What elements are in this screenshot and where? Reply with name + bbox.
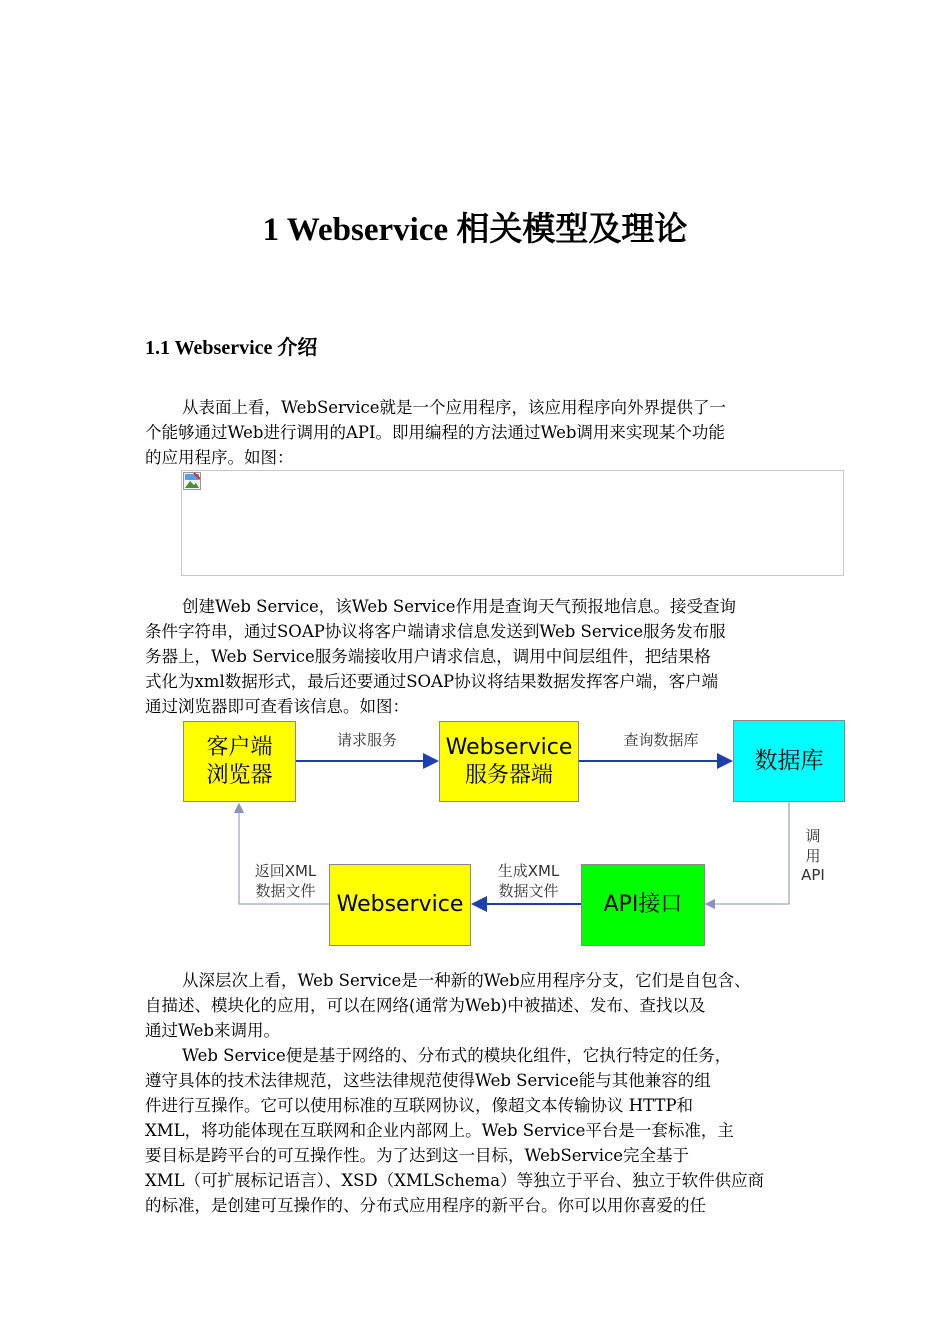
edge-label-text: 返回XML (254, 862, 317, 880)
edge-label-generate (486, 862, 571, 901)
node-database (733, 720, 845, 802)
text-line: XML（可扩展标记语言）、XSD（XMLSchema）等独立于平台、独立于软件供应商 (145, 1171, 765, 1190)
text-line: 的应用程序。如图： (145, 448, 294, 467)
text-line: 条件字符串，通过SOAP协议将客户端请求信息发送到Web Service服务发布服 (145, 622, 726, 641)
edge-label-text: 数据文件 (498, 881, 559, 900)
section-heading: 1.1 Webservice 介绍 (145, 337, 318, 359)
node-label: API接口 (603, 892, 683, 918)
node-client-browser (183, 721, 296, 802)
text-line: 遵守具体的技术法律规范，这些法律规范使得Web Service能与其他兼容的组 (145, 1071, 711, 1090)
text-line: 创建Web Service，该Web Service作用是查询天气预报地信息。接受查询 (182, 597, 736, 616)
edge-label-text: API (801, 866, 825, 884)
edge-label-text: 数据文件 (255, 881, 316, 900)
edge-label-text: 调 (805, 827, 821, 845)
text-line: 要目标是跨平台的可互操作性。为了达到这一目标，WebService完全基于 (145, 1146, 690, 1165)
edge-label-query: 查询数据库 (623, 731, 699, 749)
node-label: 服务器端 (464, 762, 553, 788)
page-title: 1 Webservice 相关模型及理论 (262, 212, 688, 248)
edge-label-call (796, 827, 830, 886)
node-api (581, 864, 705, 946)
text-line: 个能够通过Web进行调用的API。即用编程的方法通过Web调用来实现某个功能 (145, 423, 725, 442)
paragraph-deeper (145, 968, 810, 1043)
node-label: 浏览器 (206, 762, 273, 788)
node-webservice (329, 864, 471, 946)
text-line: 件进行互操作。它可以使用标准的互联网协议，像超文本传输协议 HTTP和 (145, 1096, 694, 1115)
text-line: 的标准，是创建可互操作的、分布式应用程序的新平台。你可以用你喜爱的任 (145, 1196, 706, 1215)
text-line: 务器上，Web Service服务端接收用户请求信息，调用中间层组件，把结果格 (145, 647, 711, 666)
edge-label-text: 生成XML (497, 862, 560, 880)
edge-label-text: 用 (805, 846, 821, 865)
text-line: XML，将功能体现在互联网和企业内部网上。Web Service平台是一套标准，主 (145, 1121, 734, 1140)
text-line: 从深层次上看，Web Service是一种新的Web应用程序分支，它们是自包含、 (182, 971, 751, 990)
node-webservice-server (439, 721, 579, 802)
text-line: 式化为xml数据形式，最后还要通过SOAP协议将结果数据发挥客户端，客户端 (145, 672, 719, 691)
node-label: Webservice (445, 735, 573, 760)
node-label: 客户端 (206, 735, 273, 760)
text-line: 通过浏览器即可查看该信息。如图： (145, 697, 409, 716)
text-line: 从表面上看，WebService就是一个应用程序，该应用程序向外界提供了一 (182, 398, 727, 417)
edge-label-return (243, 862, 328, 901)
text-line: Web Service便是基于网络的、分布式的模块化组件，它执行特定的任务， (182, 1046, 732, 1065)
text-line: 通过Web来调用。 (145, 1021, 280, 1040)
arrow-call-api (706, 802, 789, 904)
node-label: 数据库 (754, 747, 824, 774)
edge-label-request: 请求服务 (336, 731, 397, 749)
node-label: Webservice (336, 892, 464, 918)
paragraph-definition (145, 1043, 810, 1218)
text-line: 自描述、模块化的应用，可以在网络(通常为Web)中被描述、发布、查找以及 (145, 996, 706, 1015)
